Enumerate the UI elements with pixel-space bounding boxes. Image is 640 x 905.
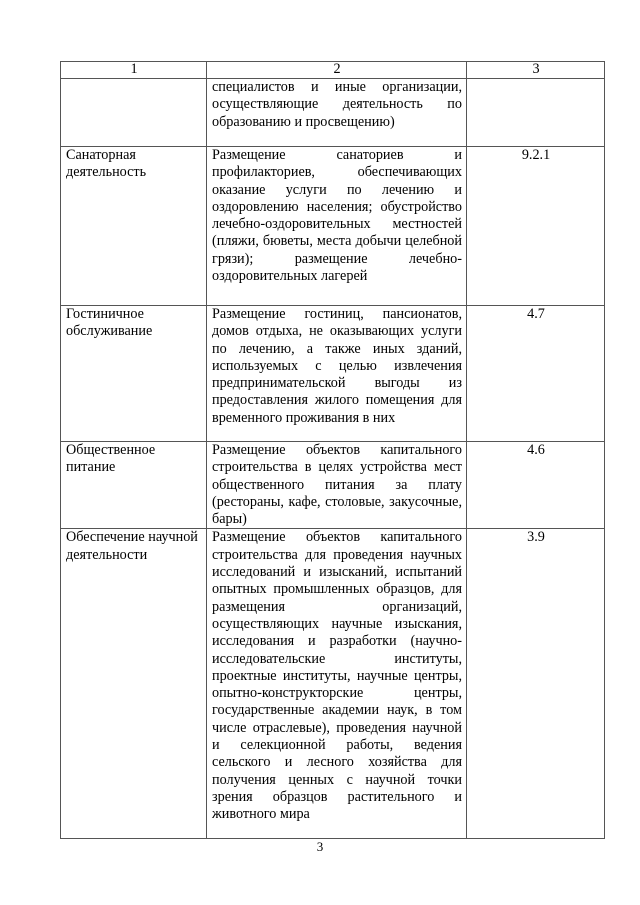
use-name-cell: Санаторная деятельность (61, 147, 207, 306)
column-header-2: 2 (207, 62, 467, 79)
use-code-cell: 3.9 (467, 529, 605, 839)
use-description-cell: специалистов и иные организации, осуществляющие деятельность по образованию и просвещению) (207, 79, 467, 147)
table-row (61, 529, 605, 839)
use-code-cell: 9.2.1 (467, 147, 605, 306)
use-code-cell (467, 79, 605, 147)
use-name-cell: Общественное питание (61, 442, 207, 529)
table-row (61, 442, 605, 529)
table-row (61, 79, 605, 147)
table-header-row (61, 62, 605, 79)
use-description-cell: Размещение объектов капитального строительства в целях устройства мест общественного питания за плату (рестораны, кафе, столовые, закусочные, бары) (207, 442, 467, 529)
use-description-cell: Размещение объектов капитального строительства для проведения научных исследований и изысканий, испытаний опытных промышленных образцов, для размещения организаций, осуществляющих научные изыскания, исследования и разработки (научно-исследовательские институты, проектные институты, научные центры, опытно-конструкторские центры, государственные академии наук, в том числе отраслевые), проведения научной и селекционной работы, ведения сельского и лесного хозяйства для получения ценных с научной точки зрения образцов растительного и животного мира (207, 529, 467, 839)
use-name-cell: Гостиничное обслуживание (61, 306, 207, 442)
table-row (61, 147, 605, 306)
land-use-table (60, 61, 605, 839)
use-code-cell: 4.6 (467, 442, 605, 529)
use-name-cell (61, 79, 207, 147)
use-description-cell: Размещение гостиниц, пансионатов, домов отдыха, не оказывающих услуги по лечению, а также иных зданий, используемых с целью извлечения предпринимательской выгоды из предоставления жилого помещения для временного проживания в них (207, 306, 467, 442)
table-row (61, 306, 605, 442)
column-header-3: 3 (467, 62, 605, 79)
page-number: 3 (316, 839, 324, 854)
use-name-cell: Обеспечение научной деятельности (61, 529, 207, 839)
column-header-1: 1 (61, 62, 207, 79)
use-description-cell: Размещение санаториев и профилакториев, обеспечивающих оказание услуги по лечению и оздоровлению населения; обустройство лечебно-оздоровительных местностей (пляжи, бюветы, места добычи целебной грязи); размещение лечебно-оздоровительных лагерей (207, 147, 467, 306)
use-code-cell: 4.7 (467, 306, 605, 442)
